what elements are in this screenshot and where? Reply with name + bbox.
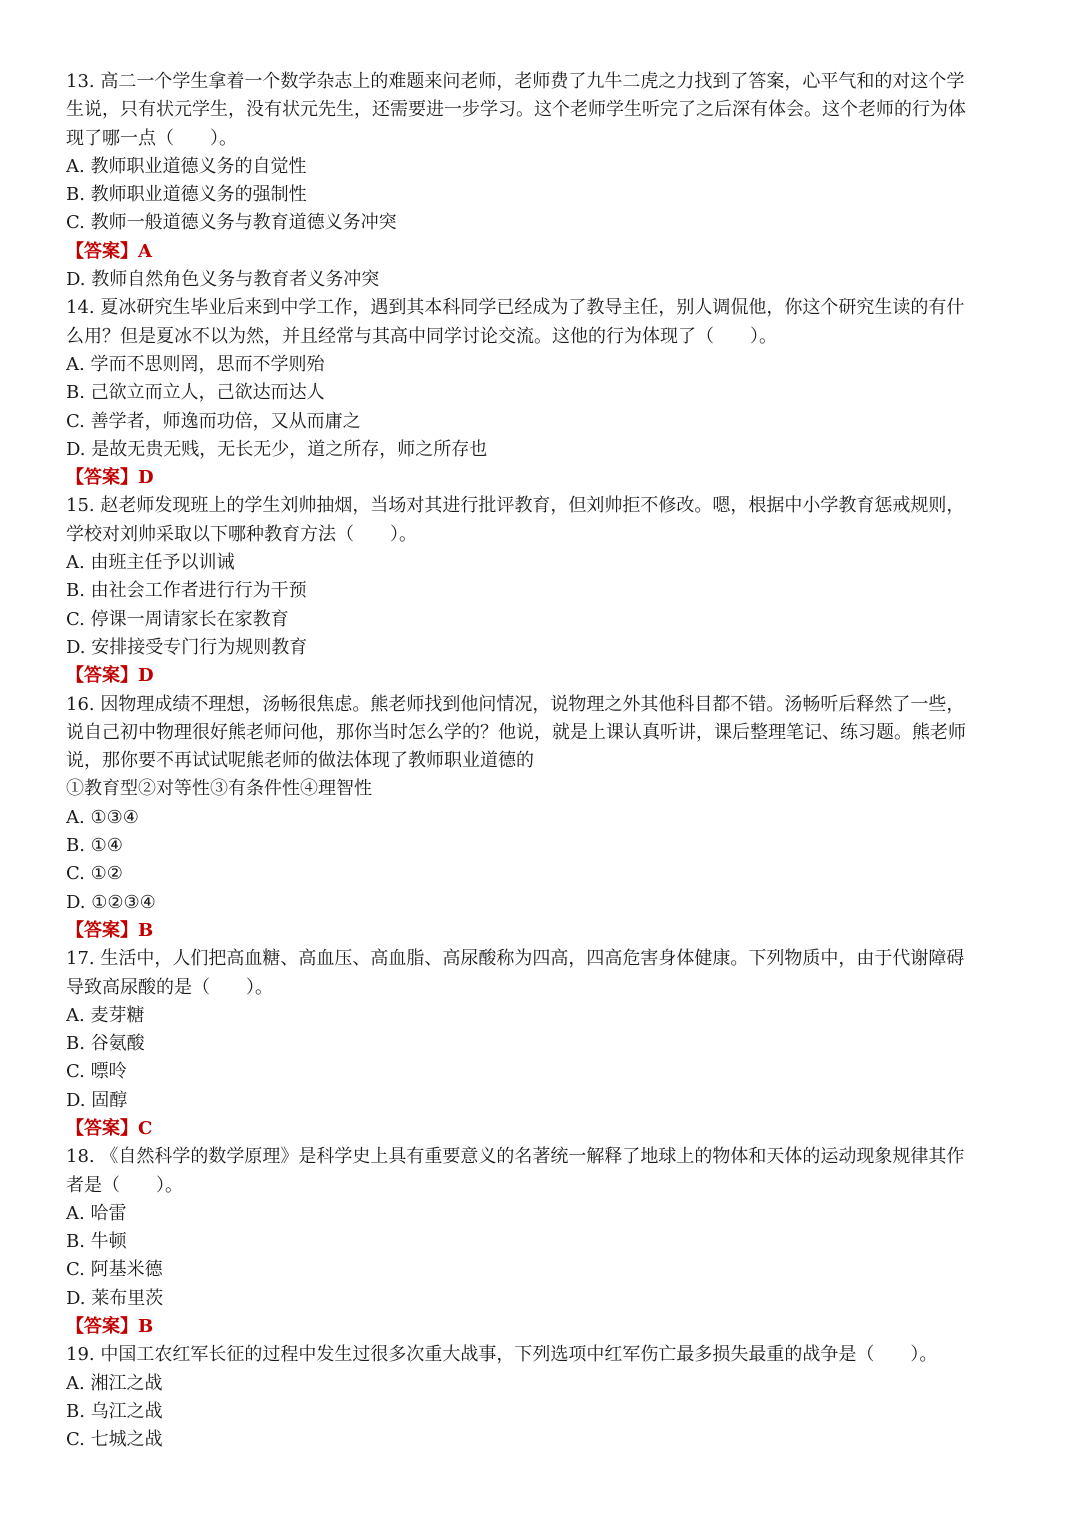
- question-14: [66, 294, 1020, 492]
- option-c: C. 善学者，师逸而功倍，又从而庸之: [66, 410, 361, 432]
- question-16: [66, 691, 1020, 946]
- option-c: C. ①②: [66, 863, 123, 885]
- question-stem-line: 生说，只有状元学生，没有状元先生，还需要进一步学习。这个老师学生听完了之后深有体会。这个老师的行为体: [66, 99, 966, 121]
- option-c: C. 教师一般道德义务与教育道德义务冲突: [66, 212, 397, 234]
- question-stem-line: 17. 生活中，人们把高血糖、高血压、高血脂、高尿酸称为四高，四高危害身体健康。下列物质中，由于代谢障碍: [66, 948, 965, 970]
- option-b: B. 教师职业道德义务的强制性: [66, 184, 307, 206]
- option-d: D. 固醇: [66, 1089, 128, 1111]
- option-d: D. 莱布里茨: [66, 1287, 164, 1309]
- option-c: C. 嘌呤: [66, 1061, 127, 1083]
- option-a: A. 麦芽糖: [66, 1004, 145, 1026]
- answer-line: 【答案】D: [66, 665, 154, 687]
- option-b: B. 牛顿: [66, 1231, 127, 1253]
- answer-line: 【答案】B: [66, 919, 154, 941]
- question-stem-line: 导致高尿酸的是（ ）。: [66, 976, 273, 998]
- question-stem-line: 说，那你要不再试试呢熊老师的做法体现了教师职业道德的: [66, 750, 534, 772]
- answer-line: 【答案】B: [66, 1316, 154, 1338]
- question-17: [66, 945, 1020, 1143]
- option-a: A. 哈雷: [66, 1202, 127, 1224]
- option-b: B. 由社会工作者进行行为干预: [66, 580, 307, 602]
- question-stem-line: 13. 高二一个学生拿着一个数学杂志上的难题来问老师，老师费了九牛二虎之力找到了答案，心平气和的对这个学: [66, 71, 965, 92]
- option-b: B. 乌江之战: [66, 1400, 163, 1422]
- question-stem-line: 学校对刘帅采取以下哪种教育方法（ ）。: [66, 523, 417, 545]
- question-stem-line: 者是（ ）。: [66, 1174, 183, 1196]
- question-stem-line: 14. 夏冰研究生毕业后来到中学工作，遇到其本科同学已经成为了教导主任，别人调侃他，你这个研究生读的有什: [66, 297, 965, 319]
- option-d: D. 教师自然角色义务与教育者义务冲突: [66, 269, 380, 291]
- question-15: [66, 492, 1020, 690]
- option-a: A. 湘江之战: [66, 1372, 163, 1394]
- option-b: B. 谷氨酸: [66, 1033, 145, 1055]
- option-d: D. 安排接受专门行为规则教育: [66, 636, 308, 658]
- option-a: A. 由班主任予以训诫: [66, 552, 235, 574]
- option-c: C. 阿基米德: [66, 1259, 163, 1281]
- answer-line: 【答案】A: [66, 240, 152, 262]
- question-stem-line: 现了哪一点（ ）。: [66, 127, 237, 149]
- option-a: A. ①③④: [66, 806, 139, 828]
- option-a: A. 教师职业道德义务的自觉性: [66, 155, 307, 177]
- option-b: B. 己欲立而立人，己欲达而达人: [66, 382, 325, 404]
- question-stem-line: ①教育型②对等性③有条件性④理智性: [66, 778, 372, 800]
- option-a: A. 学而不思则罔，思而不学则殆: [66, 353, 325, 375]
- question-stem-line: 16. 因物理成绩不理想，汤畅很焦虑。熊老师找到他问情况，说物理之外其他科目都不错。汤畅听后释然了一些，: [66, 693, 965, 715]
- question-18: [66, 1143, 1020, 1341]
- option-c: C. 七城之战: [66, 1429, 163, 1451]
- option-d: D. ①②③④: [66, 891, 156, 913]
- answer-line: 【答案】C: [66, 1117, 153, 1139]
- option-d: D. 是故无贵无贱，无长无少，道之所存，师之所存也: [66, 438, 488, 460]
- option-c: C. 停课一周请家长在家教育: [66, 608, 289, 630]
- option-b: B. ①④: [66, 835, 123, 857]
- question-stem-line: 15. 赵老师发现班上的学生刘帅抽烟，当场对其进行批评教育，但刘帅拒不修改。嗯，根据中小学教育惩戒规则，: [66, 495, 965, 517]
- question-19: [66, 1341, 1020, 1454]
- answer-line: 【答案】D: [66, 467, 154, 489]
- question-stem-line: 18. 《自然科学的数学原理》是科学史上具有重要意义的名著统一解释了地球上的物体和天体的运动现象规律其作: [66, 1146, 965, 1168]
- question-stem-line: 说自己初中物理很好熊老师问他，那你当时怎么学的？他说，就是上课认真听讲，课后整理笔记、练习题。熊老师: [66, 721, 966, 743]
- question-stem-line: 19. 中国工农红军长征的过程中发生过很多次重大战事，下列选项中红军伤亡最多损失最重的战争是（ ）。: [66, 1344, 938, 1366]
- question-stem-line: 么用？但是夏冰不以为然，并且经常与其高中同学讨论交流。这他的行为体现了（ ）。: [66, 325, 777, 347]
- question-13: [66, 68, 1020, 294]
